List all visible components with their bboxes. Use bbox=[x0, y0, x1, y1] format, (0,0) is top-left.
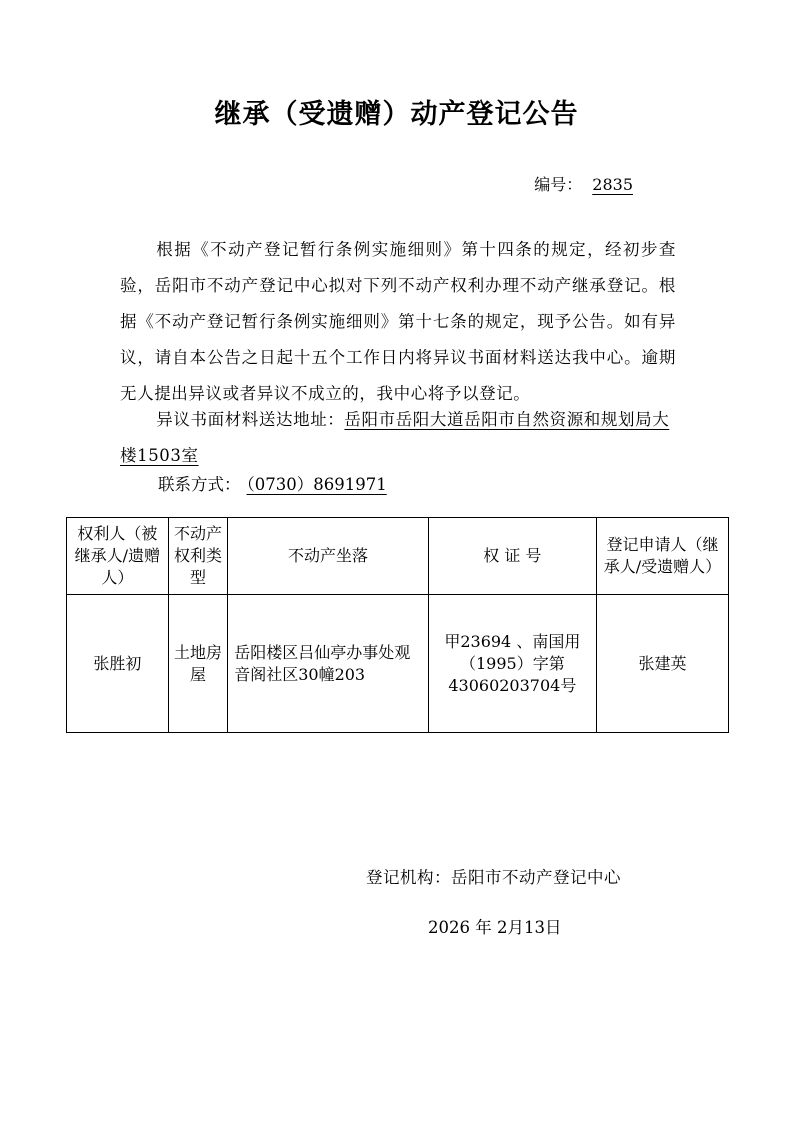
page-title: 继承（受遗赠）动产登记公告 bbox=[214, 99, 579, 130]
contact-info bbox=[158, 470, 405, 500]
registration-org bbox=[366, 864, 621, 888]
registration-table bbox=[66, 517, 729, 733]
notice-date: 2026 年 2月13日 bbox=[428, 918, 562, 937]
notice-number-label: 编号： bbox=[534, 175, 583, 194]
header-certificate-no: 权 证 号 bbox=[428, 518, 596, 595]
header-right-holder: 权利人（被继承人/遗赠人） bbox=[67, 518, 169, 595]
table-row bbox=[67, 595, 729, 733]
table-header-row bbox=[67, 518, 729, 595]
header-right-type: 不动产权利类型 bbox=[168, 518, 227, 595]
objection-address bbox=[120, 402, 676, 474]
org-value: 岳阳市不动产登记中心 bbox=[451, 868, 621, 887]
notice-body: 根据《不动产登记暂行条例实施细则》第十四条的规定，经初步查验，岳阳市不动产登记中心拟对下列不动产权利办理不动产继承登记。根据《不动产登记暂行条例实施细则》第十七条的规定，现予公告。如有异议，请自本公告之日起十五个工作日内将异议书面材料送达我中心。逾期无人提出异议或者异议不成立的，我中心将予以登记。 bbox=[120, 240, 676, 403]
objection-address-value: 岳阳市岳阳大道岳阳市自然资源和规划局大楼1503室 bbox=[120, 410, 670, 465]
notice-number-value: 2835 bbox=[592, 175, 633, 194]
cell-right-type: 土地房屋 bbox=[168, 595, 227, 733]
header-applicant: 登记申请人（继承人/受遗赠人） bbox=[596, 518, 728, 595]
contact-value: （0730）8691971 bbox=[246, 475, 387, 494]
objection-address-label: 异议书面材料送达地址： bbox=[156, 410, 345, 429]
cell-certificate-no: 甲23694 、南国用（1995）字第43060203704号 bbox=[428, 595, 596, 733]
header-location: 不动产坐落 bbox=[228, 518, 429, 595]
cell-location: 岳阳楼区吕仙亭办事处观音阁社区30幢203 bbox=[228, 595, 429, 733]
cell-applicant: 张建英 bbox=[596, 595, 728, 733]
cell-right-holder: 张胜初 bbox=[67, 595, 169, 733]
notice-number bbox=[534, 172, 633, 195]
org-label: 登记机构： bbox=[366, 868, 451, 887]
contact-label: 联系方式： bbox=[158, 475, 241, 494]
